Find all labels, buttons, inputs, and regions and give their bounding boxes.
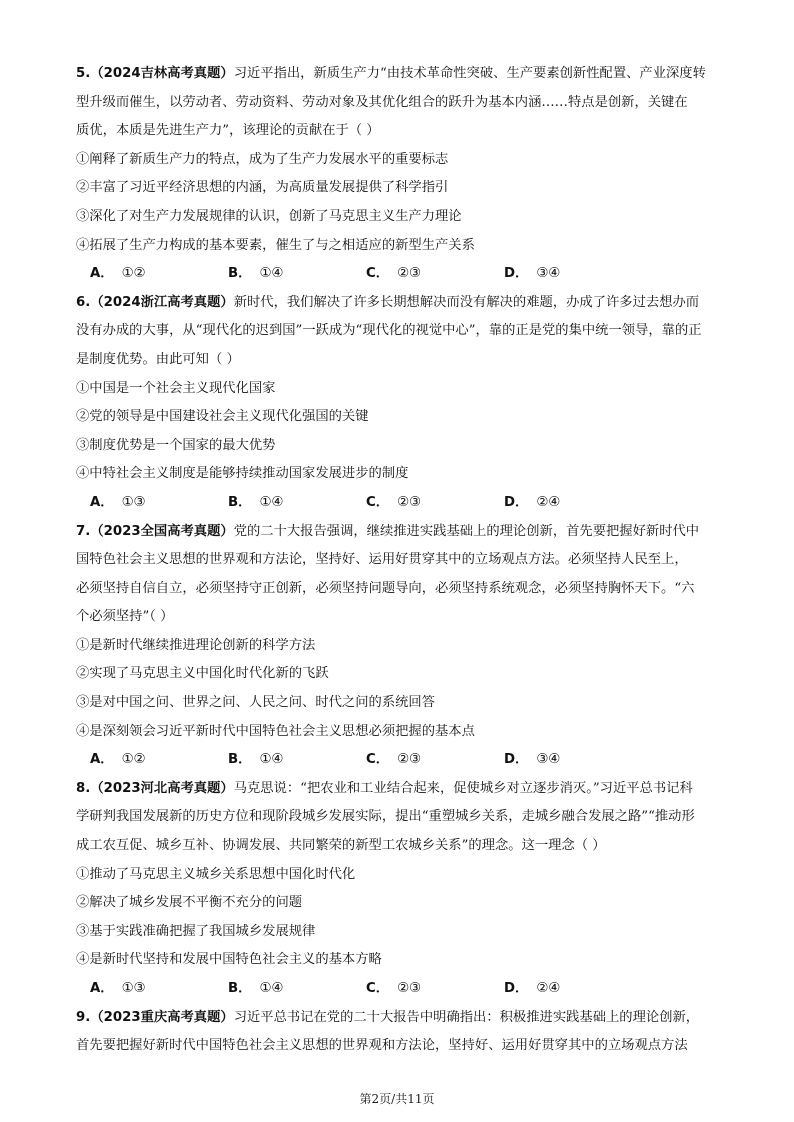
question-number: 7. — [76, 523, 91, 539]
question-stem-text: 没有办成的大事，从“现代化的迟到国”一跃成为“现代化的视觉中心”，靠的正是党的集中统一领导，靠的正 — [76, 323, 702, 339]
answer-text: ①④ — [259, 494, 284, 510]
answer-letter: C． — [366, 266, 390, 282]
question-option: ④中特社会主义制度是能够持续推动国家发展进步的制度 — [76, 466, 409, 482]
answer-letter: A． — [90, 266, 114, 282]
answer-letter: B． — [228, 981, 252, 996]
answer-text: ③④ — [536, 752, 561, 768]
question-option: ③制度优势是一个国家的最大优势 — [76, 437, 276, 453]
question-stem-line — [76, 575, 724, 604]
answer-choices — [76, 260, 724, 289]
answer-text: ②③ — [397, 981, 421, 996]
answer-choice[interactable] — [228, 489, 366, 518]
answer-text: ②③ — [397, 266, 421, 282]
question-option: ②党的领导是中国建设社会主义现代化强国的关键 — [76, 409, 369, 425]
answer-choice[interactable] — [504, 260, 642, 289]
question-stem-text: 质优，本质是先进生产力”，该理论的贡献在于（ ） — [76, 123, 380, 139]
question-option: ③深化了对生产力发展规律的认识，创新了马克思主义生产力理论 — [76, 208, 462, 224]
question-number: 9. — [76, 1009, 91, 1025]
page-footer: 第2页/共11页 — [359, 1092, 435, 1106]
answer-choices — [76, 746, 724, 775]
answer-text: ①② — [121, 752, 146, 768]
answer-text: ①③ — [121, 494, 146, 510]
question-option: ②解决了城乡发展不平衡不充分的问题 — [76, 895, 303, 911]
answer-letter: D． — [504, 494, 529, 510]
question-option: ③是对中国之问、世界之问、人民之问、时代之问的系统回答 — [76, 695, 436, 711]
answer-letter: D． — [504, 981, 529, 996]
question-stem-line — [76, 775, 724, 804]
question-stem-text: 马克思说：“把农业和工业结合起来，促使城乡对立逐步消灭。”习近平总书记科 — [233, 780, 693, 796]
question-option: ①阐释了新质生产力的特点，成为了生产力发展水平的重要标志 — [76, 151, 449, 167]
question-stem-text: 新时代，我们解决了许多长期想解决而没有解决的难题，办成了许多过去想办而 — [233, 294, 700, 310]
question-stem-line — [76, 317, 724, 346]
answer-letter: A． — [90, 752, 114, 768]
answer-letter: C． — [366, 981, 390, 996]
answer-text: ①② — [121, 266, 146, 282]
answer-letter: C． — [366, 752, 390, 768]
question-list — [76, 60, 724, 1061]
question-option: ①推动了马克思主义城乡关系思想中国化时代化 — [76, 866, 356, 882]
answer-choice[interactable] — [90, 975, 228, 1004]
question-stem-text: 首先要把握好新时代中国特色社会主义思想的世界观和方法论，坚持好、运用好贯穿其中的立场观点方法 — [76, 1038, 688, 1054]
answer-letter: C． — [366, 494, 390, 510]
answer-letter: A． — [90, 494, 114, 510]
question-number: 5. — [76, 66, 91, 81]
answer-letter: D． — [504, 752, 529, 768]
answer-text: ②④ — [536, 981, 561, 996]
answer-choice[interactable] — [366, 260, 504, 289]
question-stem-text: 个必须坚持”（ ） — [76, 609, 174, 625]
question-stem-text: 党的二十大报告强调，继续推进实践基础上的理论创新，首先要把握好新时代中 — [233, 523, 700, 539]
question-block — [76, 518, 724, 775]
answer-choices — [76, 489, 724, 518]
question-stem-line — [76, 60, 724, 89]
answer-text: ②③ — [397, 752, 421, 768]
question-option: ④拓展了生产力构成的基本要素，催生了与之相适应的新型生产关系 — [76, 237, 475, 253]
question-stem-text: 国特色社会主义思想的世界观和方法论，坚持好、运用好贯穿其中的立场观点方法。必须坚持人民至上， — [76, 552, 688, 568]
question-stem-text: 学研判我国发展新的历史方位和现阶段城乡发展实际，提出“重塑城乡关系，走城乡融合发展之路”“推动形 — [76, 809, 695, 825]
question-block — [76, 289, 724, 518]
question-source: （2023全国高考真题） — [90, 523, 234, 539]
question-stem-line — [76, 346, 724, 375]
answer-choice[interactable] — [366, 489, 504, 518]
question-stem-line — [76, 1004, 724, 1033]
question-option: ①是新时代继续推进理论创新的科学方法 — [76, 637, 316, 653]
question-stem-line — [76, 546, 724, 575]
answer-text: ①④ — [259, 981, 284, 996]
question-stem-line — [76, 603, 724, 632]
question-stem-line — [76, 117, 724, 146]
answer-letter: B． — [228, 494, 252, 510]
question-stem-text: 习近平总书记在党的二十大报告中明确指出：积极推进实践基础上的理论创新， — [233, 1009, 700, 1025]
answer-choices — [76, 975, 724, 1004]
question-stem-text: 必须坚持自信自立，必须坚持守正创新，必须坚持问题导向，必须坚持系统观念，必须坚持胸怀天下。“六 — [76, 580, 695, 596]
answer-choice[interactable] — [228, 746, 366, 775]
question-stem-line — [76, 89, 724, 118]
answer-letter: A． — [90, 981, 114, 996]
answer-letter: D． — [504, 266, 529, 282]
question-stem-line — [76, 1032, 724, 1061]
answer-choice[interactable] — [504, 489, 642, 518]
answer-letter: B． — [228, 266, 252, 282]
question-block — [76, 1004, 724, 1061]
answer-text: ②④ — [536, 494, 561, 510]
question-block — [76, 775, 724, 1004]
answer-choice[interactable] — [228, 975, 366, 1004]
question-stem-line — [76, 832, 724, 861]
question-option: ①中国是一个社会主义现代化国家 — [76, 380, 276, 396]
question-source: （2024浙江高考真题） — [90, 294, 234, 310]
answer-choice[interactable] — [366, 746, 504, 775]
answer-text: ③④ — [536, 266, 561, 282]
question-stem-line — [76, 518, 724, 547]
question-option: ③基于实践准确把握了我国城乡发展规律 — [76, 923, 316, 939]
question-option: ②丰富了习近平经济思想的内涵，为高质量发展提供了科学指引 — [76, 180, 449, 196]
answer-choice[interactable] — [504, 975, 642, 1004]
question-stem-line — [76, 803, 724, 832]
answer-text: ①③ — [121, 981, 146, 996]
answer-choice[interactable] — [90, 489, 228, 518]
question-option: ④是深刻领会习近平新时代中国特色社会主义思想必须把握的基本点 — [76, 723, 475, 739]
answer-choice[interactable] — [366, 975, 504, 1004]
answer-choice[interactable] — [504, 746, 642, 775]
answer-choice[interactable] — [228, 260, 366, 289]
question-number: 6. — [76, 294, 91, 310]
question-stem-text: 是制度优势。由此可知（ ） — [76, 351, 240, 367]
answer-text: ①④ — [259, 752, 284, 768]
answer-letter: B． — [228, 752, 252, 768]
question-stem-text: 习近平指出，新质生产力“由技术革命性突破、生产要素创新性配置、产业深度转 — [233, 66, 706, 81]
answer-choice[interactable] — [90, 260, 228, 289]
question-option: ②实现了马克思主义中国化时代化新的飞跃 — [76, 666, 329, 682]
question-source: （2023河北高考真题） — [90, 780, 234, 796]
question-source: （2023重庆高考真题） — [90, 1009, 234, 1025]
question-source: （2024吉林高考真题） — [90, 66, 234, 81]
answer-text: ①④ — [259, 266, 284, 282]
question-stem-text: 型升级而催生，以劳动者、劳动资料、劳动对象及其优化组合的跃升为基本内涵……特点是创新，关键在 — [76, 94, 688, 110]
answer-text: ②③ — [397, 494, 421, 510]
question-stem-line — [76, 289, 724, 318]
question-block — [76, 60, 724, 289]
question-stem-text: 成工农互促、城乡互补、协调发展、共同繁荣的新型工农城乡关系”的理念。这一理念（ ） — [76, 838, 606, 854]
question-option: ④是新时代坚持和发展中国特色社会主义的基本方略 — [76, 952, 382, 968]
answer-choice[interactable] — [90, 746, 228, 775]
question-number: 8. — [76, 780, 91, 796]
